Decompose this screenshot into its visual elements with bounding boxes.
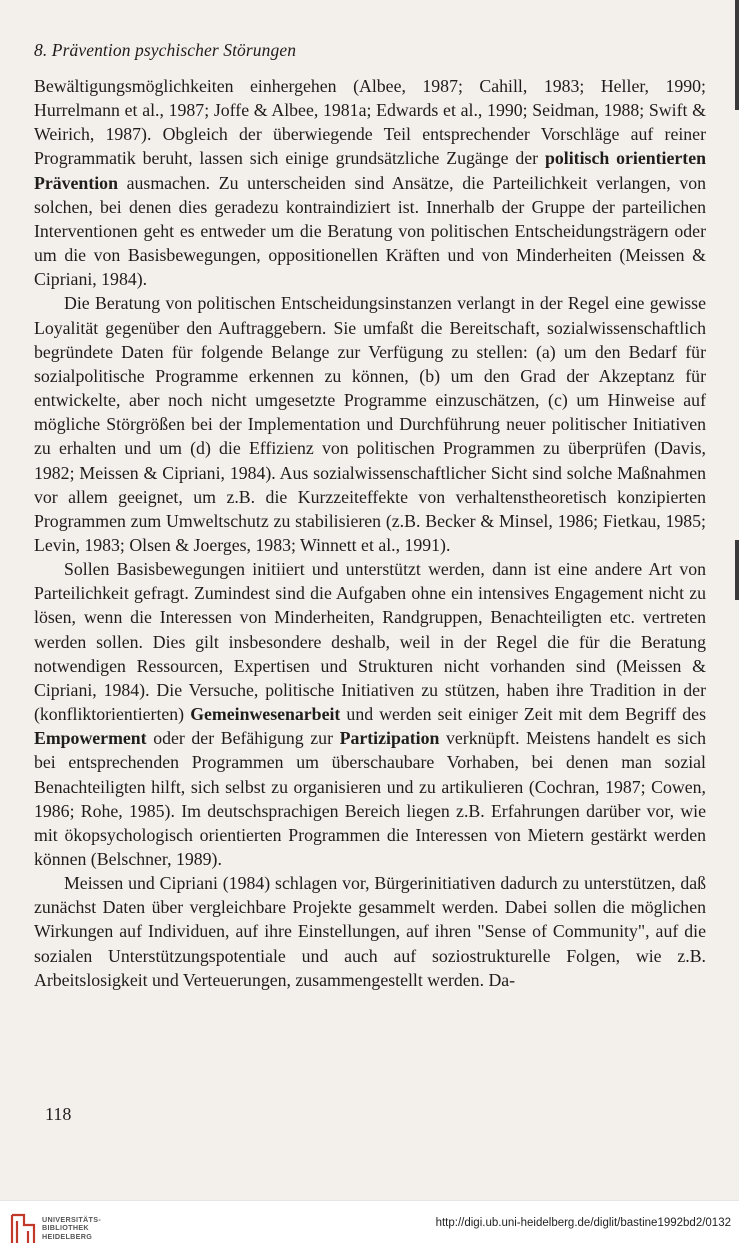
page-number: 118 xyxy=(45,1104,72,1124)
page-edge-shadow xyxy=(735,0,739,110)
paragraph-2 xyxy=(34,291,706,557)
text-run: ausmachen. Zu unterscheiden sind Ansätze, die Parteilichkeit verlangen, von solchen, bei denen dies geradezu kontraindiziert ist. Innerhalb der Gruppe der parteilichen Interventionen geht es entweder um die Beratung von politischen Entscheidungsträgern oder um die von Basisbewegungen, oppositionellen Kräften und von Minderheiten (Meissen & Cipriani, 1984). xyxy=(34,172,706,290)
text-run: oder der Befähigung zur xyxy=(146,728,340,749)
emphasis-term: Empowerment xyxy=(34,728,147,749)
page-edge-shadow xyxy=(735,540,739,600)
text-run: Sollen Basisbewegungen initiiert und unterstützt werden, dann ist eine andere Art von Parteilichkeit gefragt. Zumindest sind die Aufgaben ohne ein intensives Engagement nicht zu lösen, wenn die Interessen von Minderheiten, Randgruppen, Benachteiligten etc. vertreten werden sollen. Dies gilt insbesondere deshalb, weil in der Regel die für die Beratung notwendigen Ressourcen, Expertisen und Strukturen nicht vorhanden sind (Meissen & Cipriani, 1984). Die Versuche, politische Initiativen zu stützen, haben ihre Tradition in der (konfliktorientierten) xyxy=(34,559,706,725)
library-name-line: UNIVERSITÄTS- xyxy=(42,1215,102,1224)
text-run: Die Beratung von politischen Entscheidungsinstanzen verlangt in der Regel eine gewisse Loyalität gegenüber den Auftraggebern. Sie umfaßt die Bereitschaft, sozialwissenschaftlich begründete Daten für folgende Belange zur Verfügung zu stellen: (a) um den Bedarf für sozialpolitische Programme erkennen zu können, (b) um den Grad der Akzeptanz für entwickelte, aber noch nicht umgesetzte Programme einzuschätzen, (c) um Hinweise auf mögliche Störgrößen bei der Implementation und Durchführung neuer politischer Initiativen zu erhalten und um (d) die Effizienz von politischen Programmen zu überprüfen (Davis, 1982; Meissen & Cipriani, 1984). Aus sozialwissenschaftlicher Sicht sind solche Maßnahmen vor allem geeignet, um z.B. die Kurzzeiteffekte von verhaltenstheoretisch konzipierten Programmen zum Umweltschutz zu stabilisieren (z.B. Becker & Minsel, 1986; Fietkau, 1985; Levin, 1983; Olsen & Joerges, 1983; Winnett et al., 1991). xyxy=(34,293,706,555)
text-run: Bewältigungsmöglichkeiten einhergehen (Albee, 1987; Cahill, 1983; Heller, 1990; Hurrelmann et al., 1987; Joffe & Albee, 1981a; Edwards et al., 1990; Seidman, 1988; Swift & Weirich, 1987). Obgleich der überwiegende Teil entsprechender Vorschläge auf reiner Programmatik beruht, lassen sich einige grundsätzliche Zugänge der xyxy=(34,76,706,169)
body-text xyxy=(34,74,706,992)
emphasis-term: politisch orientierten Prävention xyxy=(34,148,706,193)
text-run: und werden seit einiger Zeit mit dem Begriff des xyxy=(340,704,706,725)
paragraph-1 xyxy=(34,74,706,291)
library-name xyxy=(42,1216,101,1241)
emphasis-term: Gemeinwesenarbeit xyxy=(190,704,341,725)
running-header: 8. Prävention psychischer Störungen xyxy=(34,40,297,60)
text-run: Meissen und Cipriani (1984) schlagen vor, Bürgerinitiativen dadurch zu unterstützen, daß zunächst Daten über vergleichbare Projekte gesammelt werden. Dabei sollen die möglichen Wirkungen auf Individuen, auf ihre Einstellungen, auf ihren "Sense of Community", auf die sozialen Unterstützungspotentiale und auch auf soziostrukturelle Folgen, wie z.B. Arbeitslosigkeit und Verteuerungen, zusammengestellt werden. Da- xyxy=(34,873,706,990)
library-name-line: BIBLIOTHEK xyxy=(42,1223,89,1233)
paragraph-4 xyxy=(34,871,706,992)
university-library-logo-icon[interactable] xyxy=(8,1209,38,1247)
library-name-line: HEIDELBERG xyxy=(42,1231,93,1241)
viewer-footer xyxy=(0,1200,739,1256)
text-run: verknüpft. Meistens handelt es sich bei entsprechenden Programmen um überschaubare Vorhaben, bei denen man sozial Benachteiligten hilft, sich selbst zu organisieren und zu artikulieren (Cochran, 1987; Cowen, 1986; Rohe, 1985). Im deutschsprachigen Bereich liegen z.B. Erfahrungen darüber vor, wie mit ökopsychologisch orientierten Programmen die Interessen von Mietern gestärkt werden können (Belschner, 1989). xyxy=(34,728,706,869)
permalink-url[interactable]: http://digi.ub.uni-heidelberg.de/diglit/bastine1992bd2/0132 xyxy=(435,1217,731,1229)
emphasis-term: Partizipation xyxy=(339,728,440,749)
paragraph-3 xyxy=(34,557,706,871)
